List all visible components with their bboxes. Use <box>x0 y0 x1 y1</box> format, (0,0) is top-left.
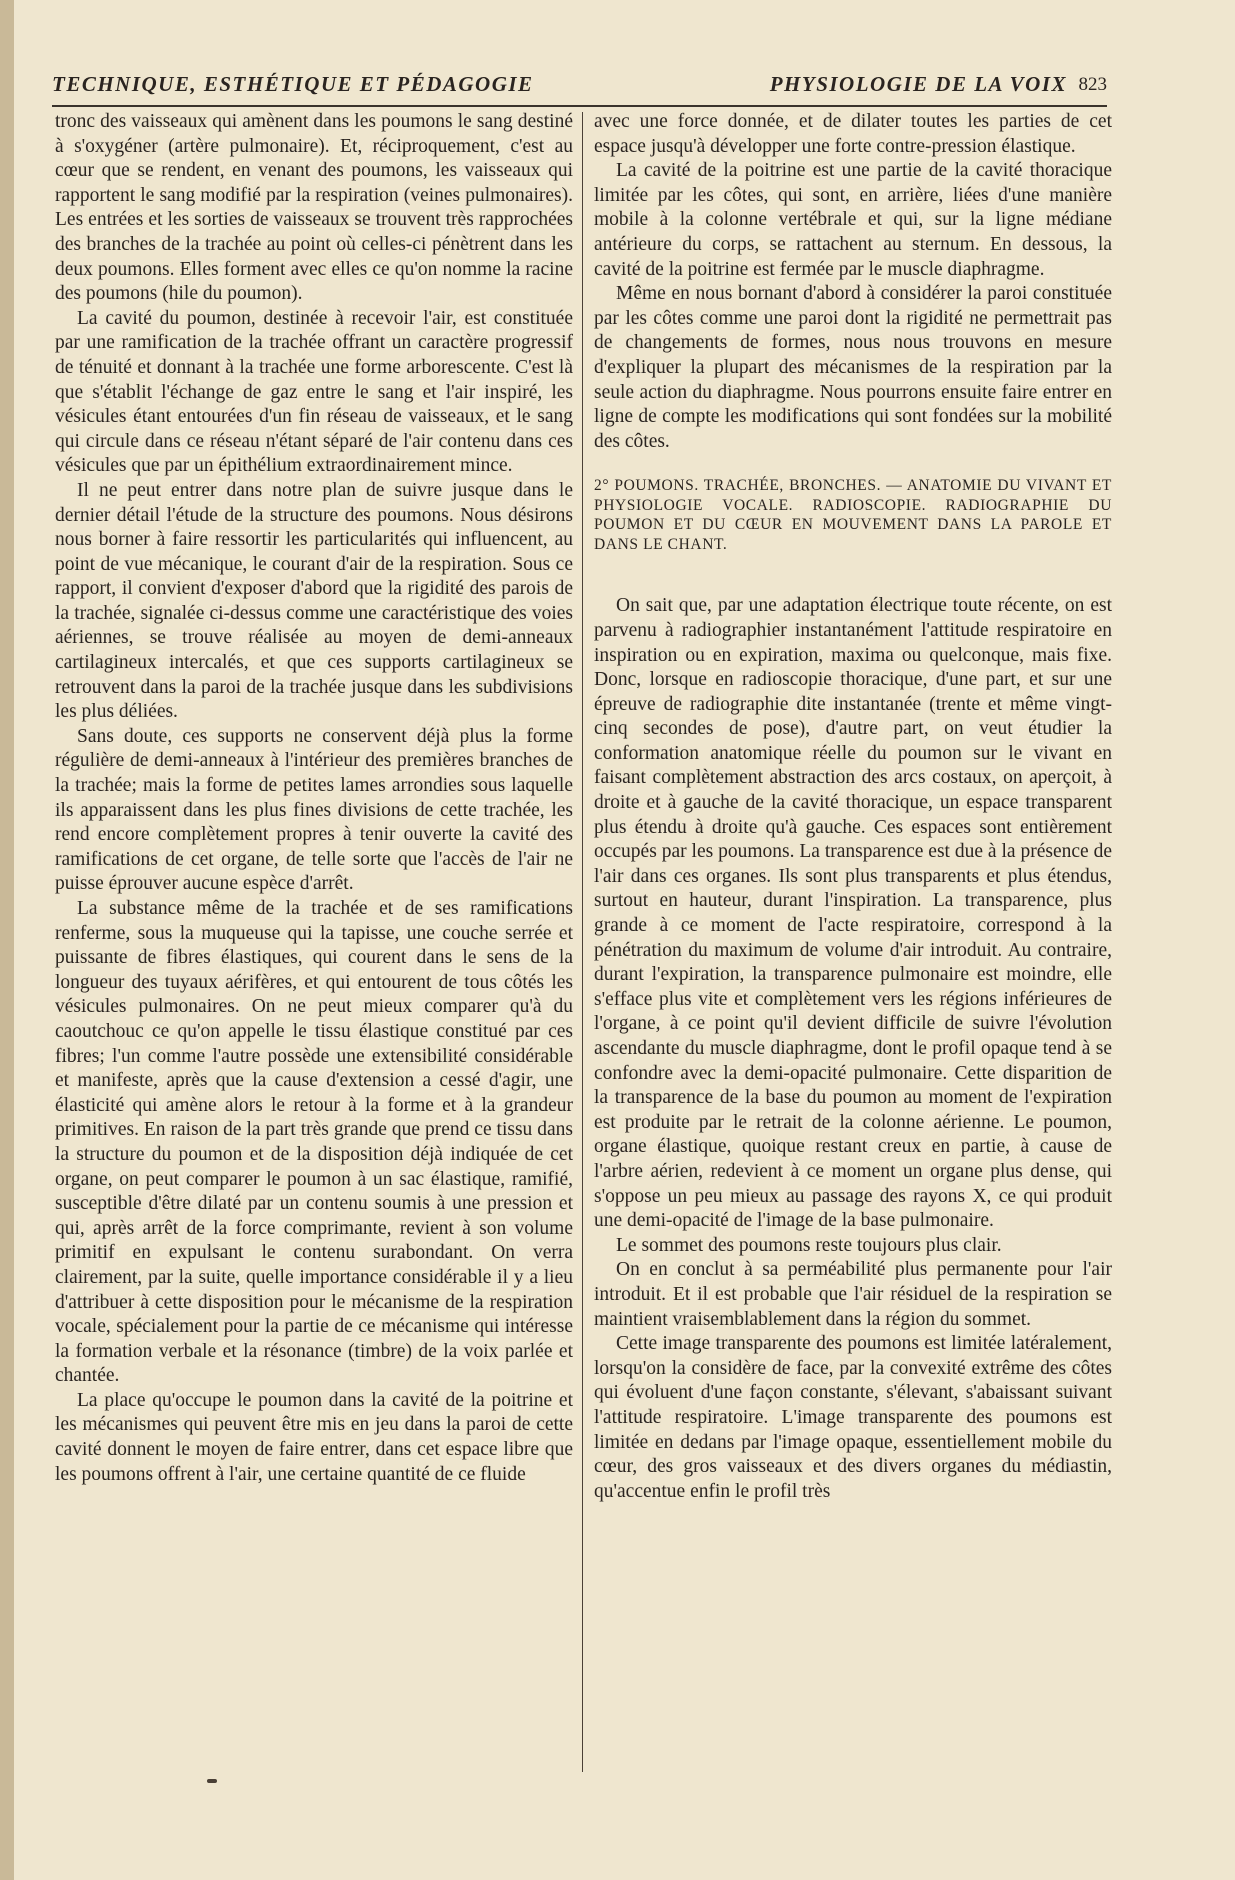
paragraph: Même en nous bornant d'abord à considérer la paroi constituée par les côtes comme une paroi dont la rigidité ne permettrait pas de changements de formes, nous nous trouvons en mesure d'expliquer la plupart des mécanismes de la respiration par la seule action du diaphragme. Nous pourrons ensuite faire entrer en ligne de compte les modifications qui sont fondées sur la mobilité des côtes. <box>594 283 1112 452</box>
header-rule <box>52 105 1107 107</box>
paragraph: Il ne peut entrer dans notre plan de suivre jusque dans le dernier détail l'étude de la structure des poumons. Nous désirons nous borner à faire ressortir les particularités qui influencent, au point de vue mécanique, le courant d'air de la respiration. Sous ce rapport, il convient d'exposer d'abord que la rigidité des parois de la trachée, signalée ci-dessus comme une caractéristique des voies aériennes, se trouve réalisée au moyen de demi-anneaux cartilagineux intercalés, et que ces supports cartilagineux se retrouvent dans la paroi de la trachée jusque dans les subdivisions les plus déliées. <box>55 479 573 723</box>
left-column <box>55 110 573 1487</box>
page-number: 823 <box>1078 74 1107 95</box>
paragraph: Sans doute, ces supports ne conservent déjà plus la forme régulière de demi-anneaux à l'intérieur des premières branches de la trachée; mais la forme de petites lames arrondies sous laquelle ils apparaissent dans les plus fines divisions de cette trachée, les rend encore complètement propres à tenir ouverte la cavité des ramifications de cet organe, de telle sorte que l'accès de l'air ne puisse éprouver aucune espèce d'arrêt. <box>55 725 573 895</box>
section-heading: 2° POUMONS. TRACHÉE, BRONCHES. — ANATOMIE DU VIVANT ET PHYSIOLOGIE VOCALE. RADIOSCOPIE. RADIOGRAPHIE DU POUMON ET DU CŒUR EN MOUVEMENT DANS LA PAROLE ET DANS LE CHANT. <box>594 477 1112 553</box>
paragraph: On en conclut à sa perméabilité plus permanente pour l'air introduit. Et il est probable que l'air résiduel de la respiration se maintient vraisemblablement dans la région du sommet. <box>594 1259 1112 1330</box>
paragraph: La substance même de la trachée et de ses ramifications renferme, sous la muqueuse qui la tapisse, une couche serrée et puissante de fibres élastiques, qui courent dans le sens de la longueur des tuyaux aérifères, et qui entourent de tous côtés les vésicules pulmonaires. On ne peut mieux comparer qu'à du caoutchouc ce qu'on appelle le tissu élastique constitué par ces fibres; l'un comme l'autre possède une extensibilité considérable et manifeste, après que la cause d'extension a cessé d'agir, une élasticité qui amène alors le retour à la forme et à la grandeur primitives. En raison de la part très grande que prend ce tissu dans la structure du poumon et de la disposition déjà indiquée de cet organe, on peut comparer le poumon à un sac élastique, ramifié, susceptible d'être dilaté par un contenu soumis à une pression et qui, après arrêt de la force comprimante, revient à son volume primitif en expulsant le contenu surabondant. On verra clairement, par la suite, quelle importance considérable il y a lieu d'attribuer à cette disposition pour le mécanisme de la respiration vocale, spécialement pour la partie de ce mécanisme qui intéresse la formation verbale et la résonance (timbre) de la voix parlée et chantée. <box>55 898 573 1387</box>
paragraph: Cette image transparente des poumons est limitée latéralement, lorsqu'on la considère de face, par la convexité extrême des côtes qui évoluent d'une façon constante, s'élevant, s'abaissant suivant l'attitude respiratoire. L'image transparente des poumons est limitée en dedans par l'image opaque, essentiellement mobile du cœur, des gros vaisseaux et des divers organes du médiastin, qu'accentue enfin le profil très <box>594 1333 1112 1502</box>
header-left-title: TECHNIQUE, ESTHÉTIQUE ET PÉDAGOGIE <box>52 72 534 96</box>
paragraph: On sait que, par une adaptation électrique toute récente, on est parvenu à radiographier instantanément l'attitude respiratoire en inspiration ou en expiration, maxima ou quelconque, mais fixe. Donc, lorsque en radioscopie thoracique, d'une part, et sur une épreuve de radiographie dite instantanée (trente et même vingt-cinq secondes de pose), d'autre part, on veut étudier la conformation anatomique réelle du poumon sur le vivant en faisant complètement abstraction des arcs costaux, on aperçoit, à droite et à gauche de la cavité thoracique, un espace transparent plus étendu à droite qu'à gauche. Ces espaces sont entièrement occupés par les poumons. La transparence est due à la présence de l'air dans ces organes. Ils sont plus transparents et plus étendus, surtout en hauteur, durant l'inspiration. La transparence, plus grande à ce moment de l'acte respiratoire, correspond à la pénétration du maximum de volume d'air introduit. Au contraire, durant l'expiration, la transparence pulmonaire est moindre, elle s'efface plus vite et complètement vers les régions inférieures de l'organe, à ce point qu'il devient difficile de suivre l'évolution ascendante du muscle diaphragme, dont le profil opaque tend à se confondre avec la demi-opacité pulmonaire. Cette disparition de la transparence de la base du poumon au moment de l'expiration est produite par le retrait de la colonne aérienne. Le poumon, organe élastique, quoique restant creux en partie, à cause de l'arbre aérien, redevient à ce moment un organe plus dense, qui s'oppose un peu mieux au passage des rayons X, ce qui produit une demi-opacité de l'image de la base pulmonaire. <box>594 595 1112 1232</box>
ink-mark <box>207 1779 217 1783</box>
paragraph: La cavité de la poitrine est une partie de la cavité thoracique limitée par les côtes, qui sont, en arrière, liées d'une manière mobile à la colonne vertébrale et qui, sur la ligne médiane antérieure du corps, se rattachent au sternum. En dessous, la cavité de la poitrine est fermée par le muscle diaphragme. <box>594 160 1112 280</box>
page-edge <box>0 0 14 1880</box>
paragraph: La place qu'occupe le poumon dans la cavité de la poitrine et les mécanismes qui peuvent être mis en jeu dans la paroi de cette cavité donnent le moyen de faire entrer, dans cet espace libre que les poumons offrent à l'air, une certaine quantité de ce fluide <box>55 1389 573 1485</box>
right-column <box>594 110 1112 1504</box>
paragraph: avec une force donnée, et de dilater toutes les parties de cet espace jusqu'à développer une forte contre-pression élastique. <box>594 111 1112 157</box>
paragraph: Le sommet des poumons reste toujours plus clair. <box>616 1234 1002 1256</box>
running-header <box>52 72 1107 102</box>
column-divider <box>582 112 583 1772</box>
paragraph: La cavité du poumon, destinée à recevoir l'air, est constituée par une ramification de la trachée offrant un caractère progressif de ténuité et donnant à la trachée une forme arborescente. C'est là que s'établit l'échange de gaz entre le sang et l'air inspiré, les vésicules étant entourées d'un fin réseau de vaisseaux, et le sang qui circule dans ce réseau n'étant séparé de l'air contenu dans ces vésicules que par un épithélium extraordinairement mince. <box>55 307 573 477</box>
paragraph: tronc des vaisseaux qui amènent dans les poumons le sang destiné à s'oxygéner (artère pulmonaire). Et, réciproquement, c'est au cœur que se rendent, en venant des poumons, les vaisseaux qui rapportent le sang modifié par la respiration (veines pulmonaires). Les entrées et les sorties de vaisseaux se trouvent très rapprochées des branches de la trachée au point où celles-ci pénètrent dans les deux poumons. Elles forment avec elles ce qu'on nomme la racine des poumons (hile du poumon). <box>55 111 573 305</box>
header-right-title: PHYSIOLOGIE DE LA VOIX <box>769 72 1067 96</box>
